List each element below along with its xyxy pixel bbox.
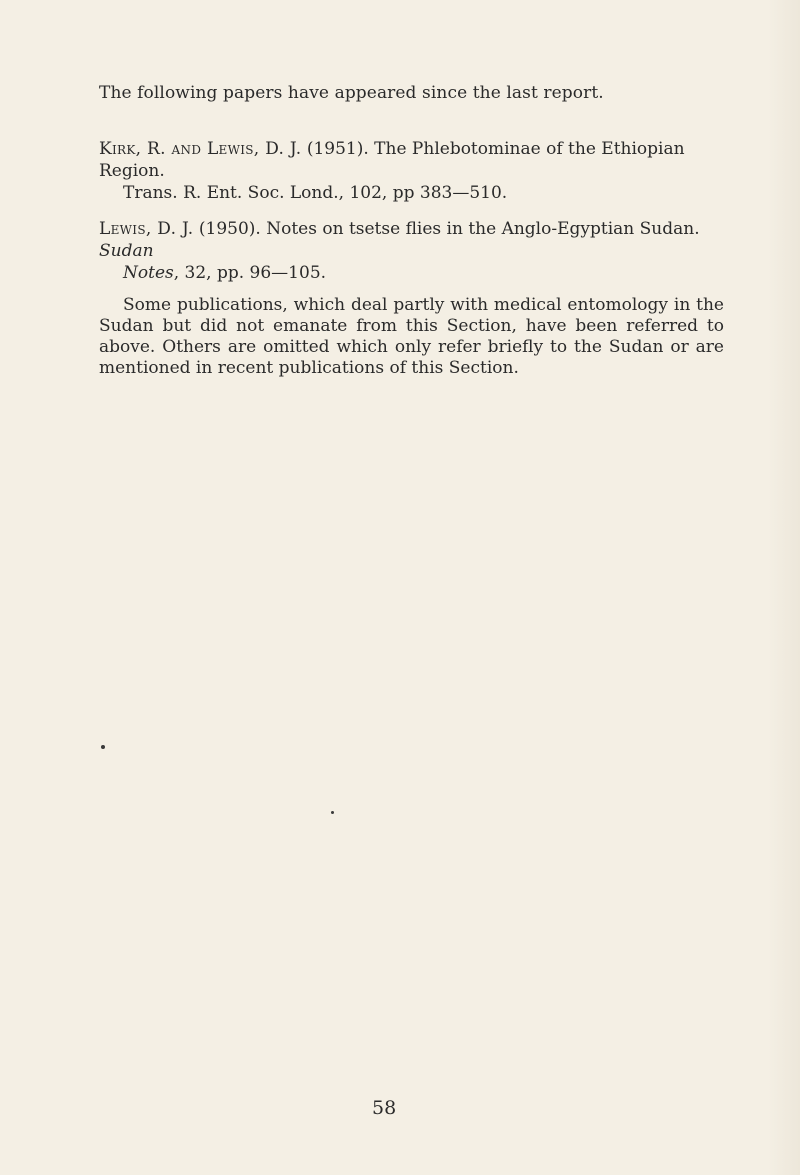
body-paragraph: Some publications, which deal partly with medical entomology in the Sudan but did not emanate from this Section, have been referred to above. Others are omitted which only refer briefly to the Sudan or are mentioned in recent publications of this Section. bbox=[99, 295, 724, 378]
ink-speck bbox=[331, 811, 334, 814]
reference-authors: Lewis, D. J. bbox=[99, 219, 194, 239]
page-number: 58 bbox=[372, 1097, 397, 1119]
reference-citation: Trans. R. Ent. Soc. Lond., 102, pp 383—510. bbox=[123, 183, 508, 203]
ink-speck bbox=[101, 745, 105, 749]
reference-volume-pages: , 32, pp. 96—105. bbox=[173, 263, 327, 283]
reference-kirk-lewis bbox=[99, 138, 739, 204]
reference-title: (1951). The Phlebotominae of the Ethiopian Region. bbox=[99, 139, 685, 181]
reference-title: (1950). Notes on tsetse flies in the Anglo-Egyptian Sudan. bbox=[193, 219, 700, 239]
reference-journal: Sudan bbox=[99, 241, 154, 261]
reference-lewis bbox=[99, 218, 739, 284]
reference-authors: Kirk, R. and Lewis, D. J. bbox=[99, 139, 302, 159]
reference-citation bbox=[99, 262, 739, 284]
intro-sentence: The following papers have appeared since the last report. bbox=[99, 83, 604, 103]
reference-journal-cont: Notes bbox=[123, 263, 174, 283]
